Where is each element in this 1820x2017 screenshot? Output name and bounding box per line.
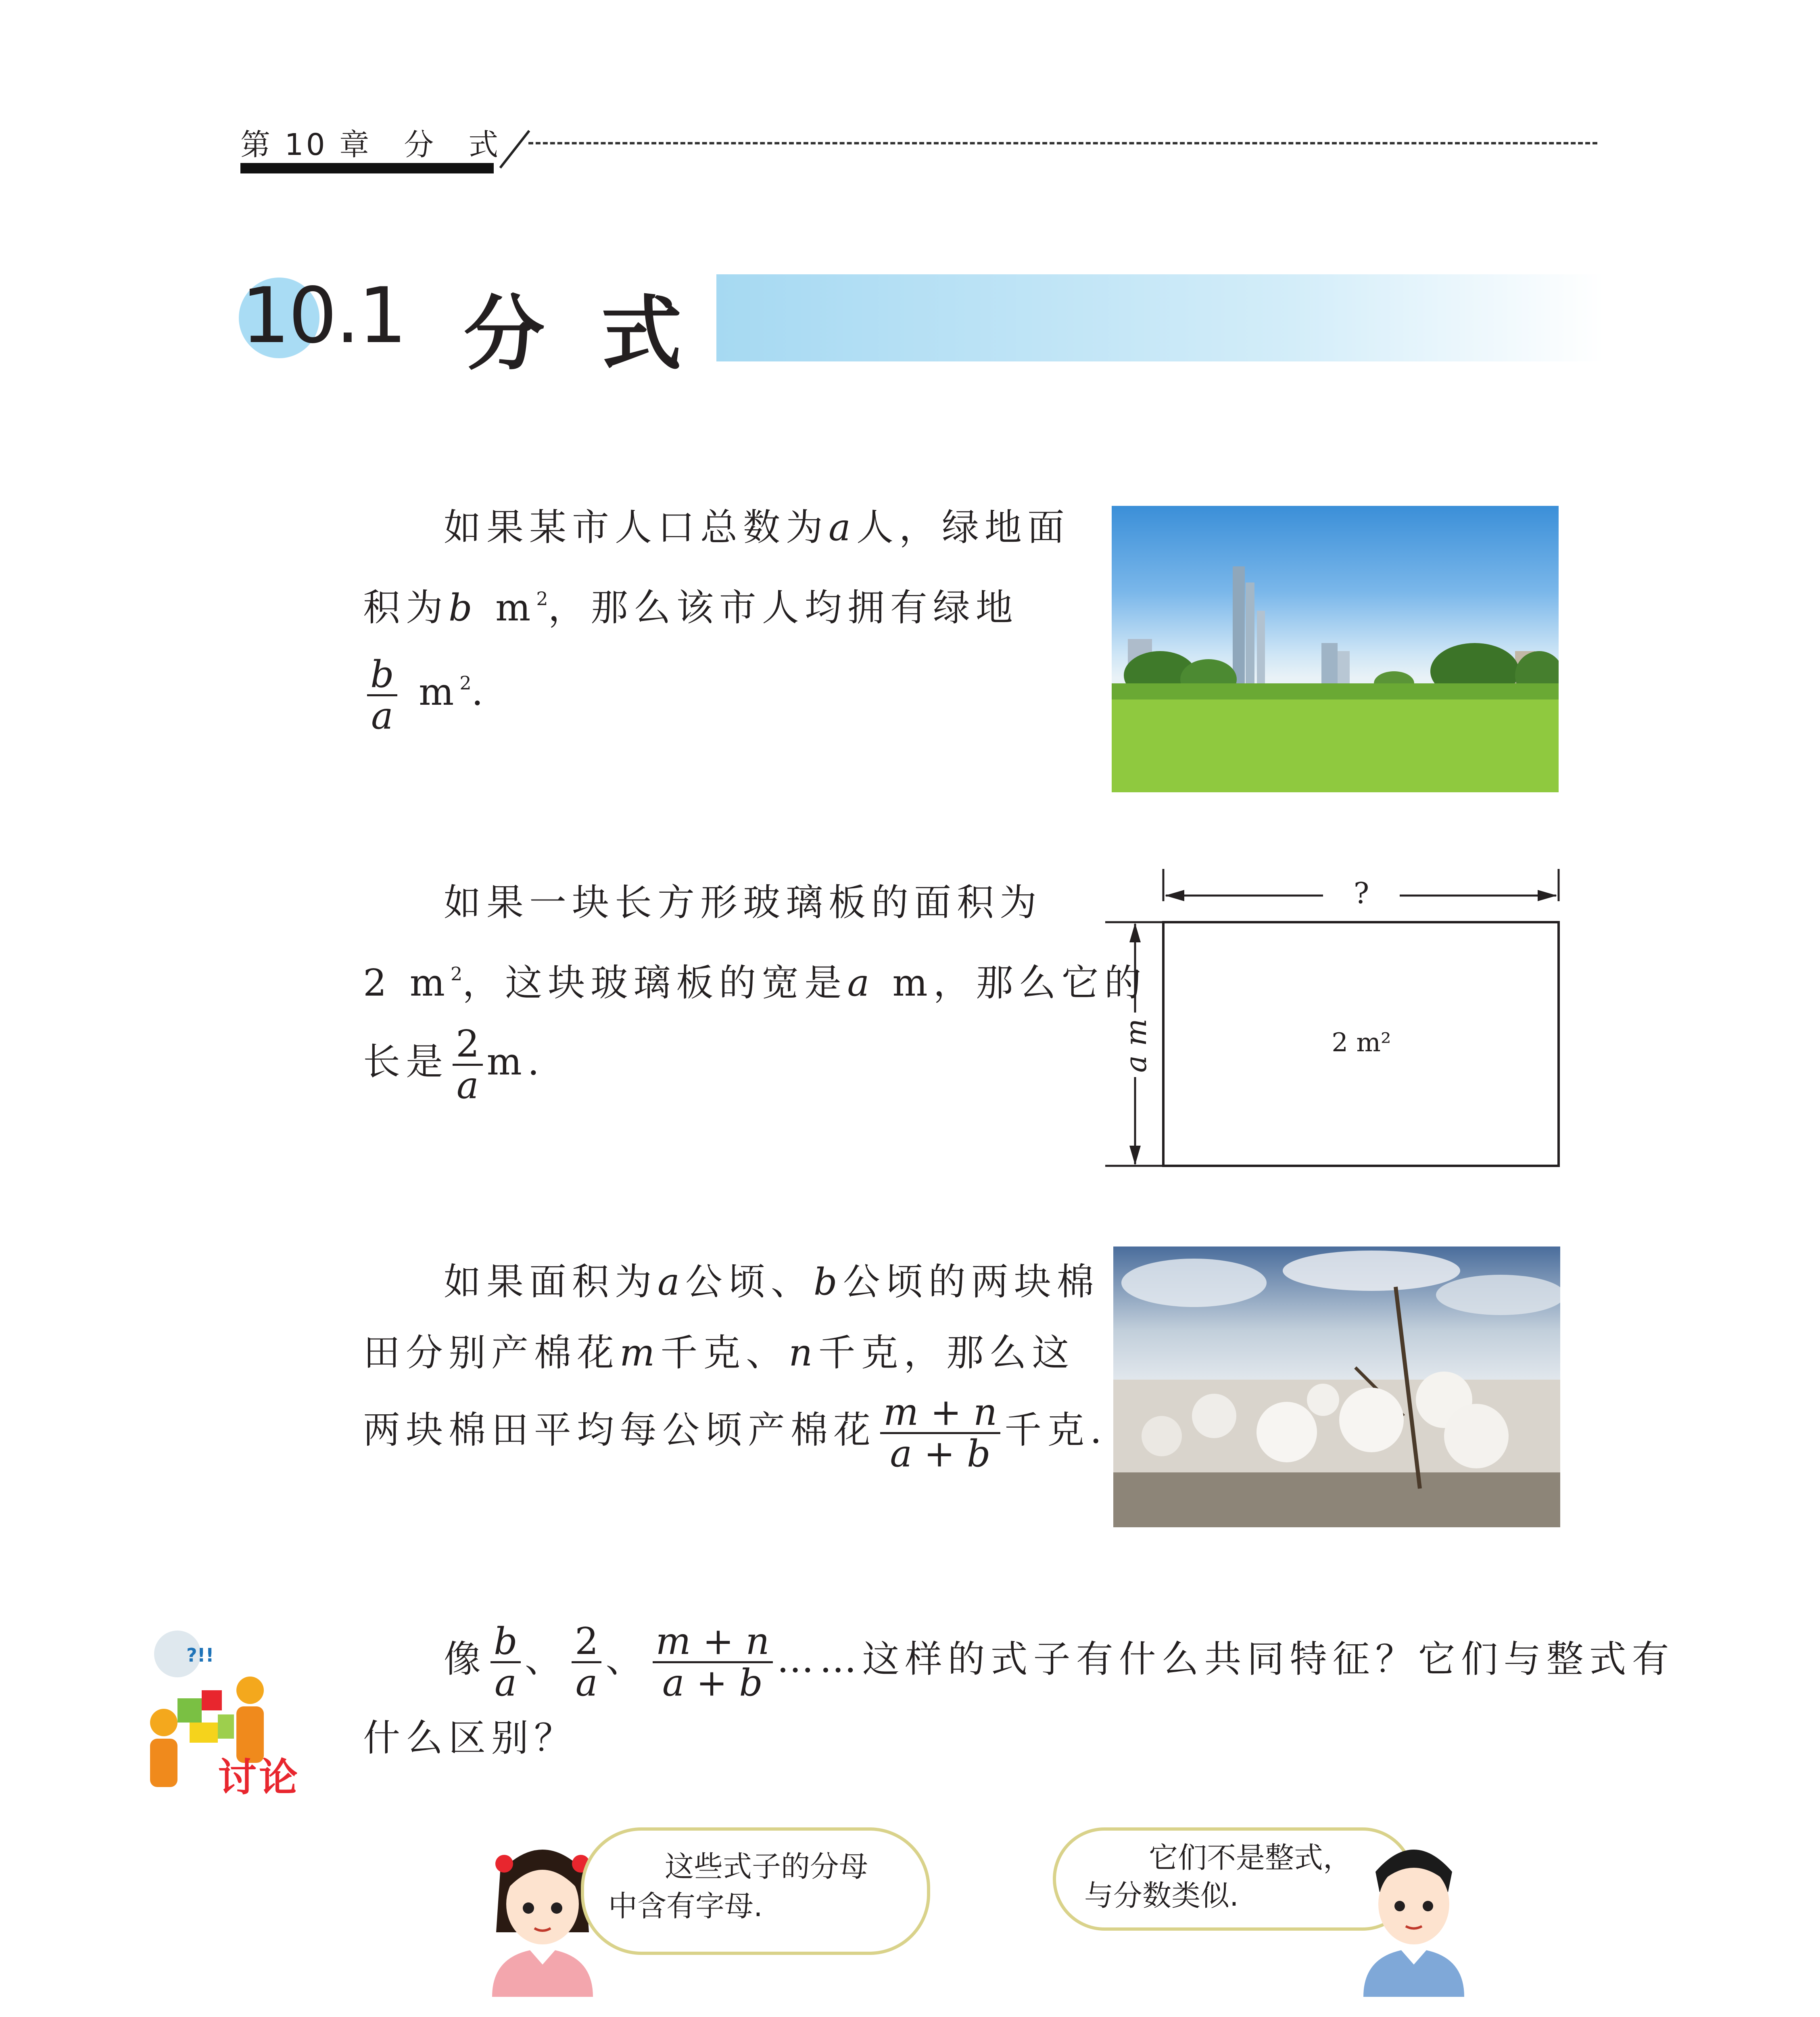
- example-3: 如果面积为a公顷、b公顷的两块棉 田分别产棉花m千克、n千克，那么这 两块棉田平均每公顷产棉花 $\frac{m + n}{a + b}$ 千克.: [363, 1260, 1108, 1475]
- cotton-field-photo: [1113, 1247, 1560, 1527]
- section-title-band: [716, 274, 1604, 361]
- city-skyline-illustration: [1112, 506, 1559, 792]
- example-1: 如果某市人口总数为a人，绿地面 积为b $m^2$，那么该市人均拥有绿地 $\frac{b}{a}$ $m^2$.: [363, 506, 1070, 737]
- boy-speech-bubble: 它们不是整式， 与分数类似.: [1053, 1827, 1414, 1931]
- unknown-length-label: ?: [1353, 876, 1369, 910]
- fraction-b-over-a: $\frac{b}{a}$: [367, 655, 397, 736]
- fraction-b-over-a-repeat: $\frac{b}{a}$: [490, 1622, 521, 1703]
- chapter-header: 第 10 章 分 式: [240, 127, 501, 162]
- fraction-2-over-a-repeat: $\frac{2}{a}$: [572, 1622, 602, 1703]
- section-number: 10.1: [241, 271, 406, 360]
- chapter-header-underline: [240, 163, 494, 173]
- header-slash: [499, 129, 531, 169]
- fraction-m-plus-n-over-a-plus-b: $\frac{m + n}{a + b}$: [880, 1393, 1000, 1474]
- cotton-field-illustration: [1113, 1247, 1560, 1527]
- header-dashed-rule: [528, 142, 1597, 144]
- discussion-icon-glyphs: ?!!: [186, 1644, 214, 1666]
- example-2: 如果一块长方形玻璃板的面积为 2 $m^2$，这块玻璃板的宽是a m，那么它的 长是 $\frac{2}{a}$ m.: [363, 881, 1147, 1107]
- section-title: 分式: [464, 287, 739, 381]
- fraction-2-over-a: $\frac{2}{a}$: [453, 1024, 483, 1105]
- fraction-sum-repeat: $\frac{m + n}{a + b}$: [653, 1622, 773, 1703]
- area-label: 2 m²: [1332, 1028, 1391, 1058]
- girl-speech-bubble: 这些式子的分母 中含有字母.: [581, 1827, 930, 1955]
- glass-plate-diagram: [1105, 867, 1565, 1174]
- width-label: a m: [1119, 1018, 1153, 1073]
- discussion-question: 像 $\frac{b}{a}$ 、 $\frac{2}{a}$ 、 $\frac{m + n}{a + b}$ ……这样的式子有什么共同特征？它们与整式有 什么区别？: [363, 1620, 1675, 1760]
- discussion-label: 讨论: [218, 1755, 300, 1800]
- city-park-photo: [1112, 506, 1559, 792]
- boy-student-avatar: [1347, 1823, 1480, 1997]
